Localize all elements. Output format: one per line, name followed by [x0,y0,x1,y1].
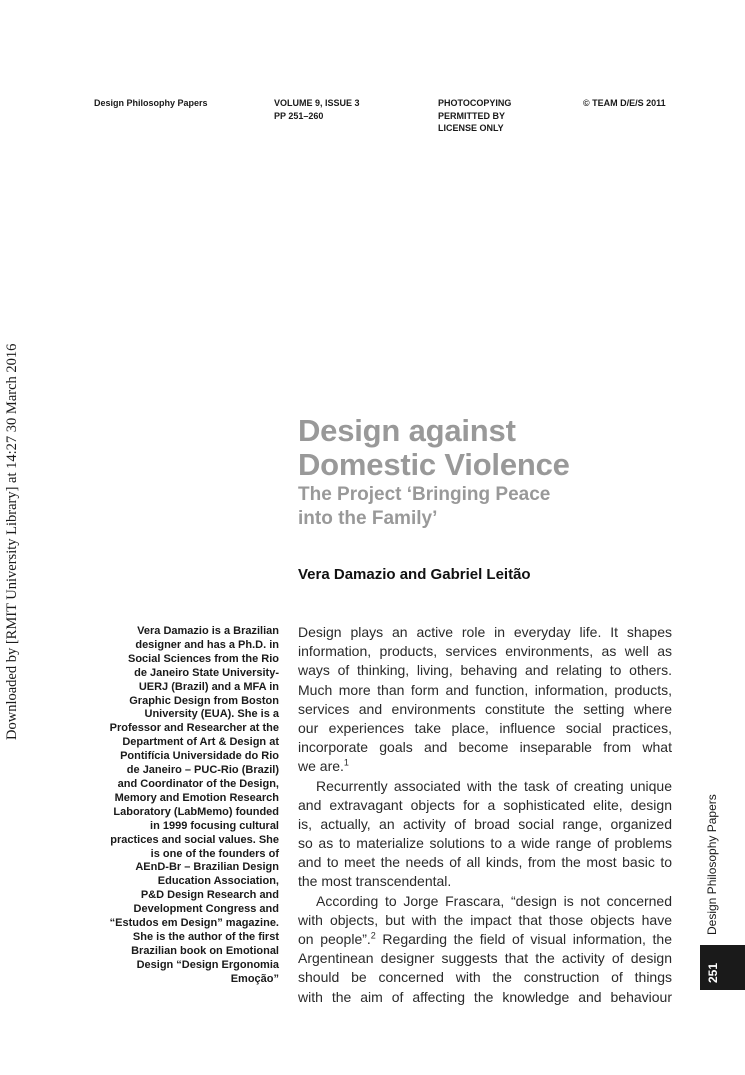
body-line: incorporate goals and become inseparable from what [298,739,672,756]
bio-line: Vera Damazio is a Brazilian [137,625,279,637]
paragraph-2 [298,777,672,892]
author-bio [93,625,279,987]
copyright: © TEAM D/E/S 2011 [583,98,666,108]
body-line: According to Jorge Frascara, “design is not concerned [316,892,672,909]
bio-line: Department of Art & Design at [122,736,279,749]
volume-info [274,97,360,122]
bio-line: is one of the founders of [150,847,279,860]
bio-line: Design “Design Ergonomia [136,958,279,971]
bio-line: Memory and Emotion Research [114,791,279,804]
bio-line: UERJ (Brazil) and a MFA in [138,680,279,693]
body-text [298,623,672,1007]
page-number: 251 [706,962,720,983]
paragraph-3-continued [298,949,672,1007]
bio-line: Emoção” [230,972,279,985]
bio-line: Development Congress and [133,903,279,916]
body-line: services and environments constitute the setting where [298,700,672,717]
journal-name: Design Philosophy Papers [94,98,208,108]
paragraph-1 [298,623,672,777]
bio-line: de Janeiro State University- [134,666,279,679]
body-line: Much more than form and function, information, products, [298,681,672,698]
bio-line: and Coordinator of the Design, [117,777,279,790]
body-line: is, actually, an activity of broad social range, organized [298,815,672,832]
page-range: PP 251–260 [274,110,324,121]
authors: Vera Damazio and Gabriel Leitão [298,566,531,583]
bio-line: designer and has a Ph.D. in [135,638,279,651]
title-line: Design against [298,413,516,448]
body-line: Design plays an active role in everyday life. It shapes [298,624,672,640]
footnote-ref: 1 [343,757,349,768]
bio-line: Laboratory (LabMemo) founded [113,805,279,818]
bio-line: practices and social values. She [110,833,279,846]
bio-line: in 1999 focusing cultural [150,819,279,832]
body-line: and extravagant objects for a sophisticated elite, design [298,796,672,813]
paragraph-3 [298,892,672,950]
bio-line: Pontifícia Universidade do Rio [120,750,279,763]
volume-issue: VOLUME 9, ISSUE 3 [274,98,360,108]
bio-line: Education Association, [157,875,279,888]
bio-line: “Estudos em Design” magazine. [109,917,279,930]
title-line: Domestic Violence [298,447,570,482]
bio-line: University (EUA). She is a [144,708,279,721]
body-line: our experiences take place, influence social practices, [298,719,672,736]
bio-line: Graphic Design from Boston [129,694,279,707]
body-line: Recurrently associated with the task of creating unique [316,777,672,794]
photocopy-notice: PHOTOCOPYING PERMITTED BY LICENSE ONLY [438,98,512,133]
body-line: we are. [298,758,344,775]
body-line: the most transcendental. [298,873,452,890]
bio-line: AEnD-Br – Brazilian Design [135,861,279,874]
body-line: Argentinean designer suggests that the activity of design [298,950,672,967]
subtitle-line: The Project ‘Bringing Peace [298,484,551,505]
body-line: ways of thinking, living, behaving and relating to others. [298,662,672,679]
bio-line: Brazilian book on Emotional [131,944,279,957]
footnote-ref: 2 [370,930,376,941]
body-line: and to meet the needs of all kinds, from the most basic to [298,854,672,871]
subtitle-line: into the Family’ [298,508,438,529]
body-line: on people”.$^2$ Regarding the field of visual information, the [298,930,672,948]
body-line: so as to materialize solutions to a wide range of problems [298,835,672,852]
body-line: information, products, services environments, as well as [298,643,672,660]
body-line: should be concerned with the construction of things [298,969,672,986]
article-title [298,414,570,530]
bio-line: de Janeiro – PUC-Rio (Brazil) [126,764,279,777]
download-watermark: Downloaded by [RMIT University Library] at 14:27 30 March 2016 [4,343,20,740]
body-line: with objects, but with the impact that those objects have [298,911,672,928]
bio-line: Professor and Researcher at the [109,722,279,735]
bio-line: P&D Design Research and [140,889,279,902]
running-head: Design Philosophy Papers [705,794,719,935]
bio-line: Social Sciences from the Rio [128,652,279,665]
body-line: with the aim of affecting the knowledge and behaviour [298,988,672,1005]
bio-line: She is the author of the first [132,930,279,943]
